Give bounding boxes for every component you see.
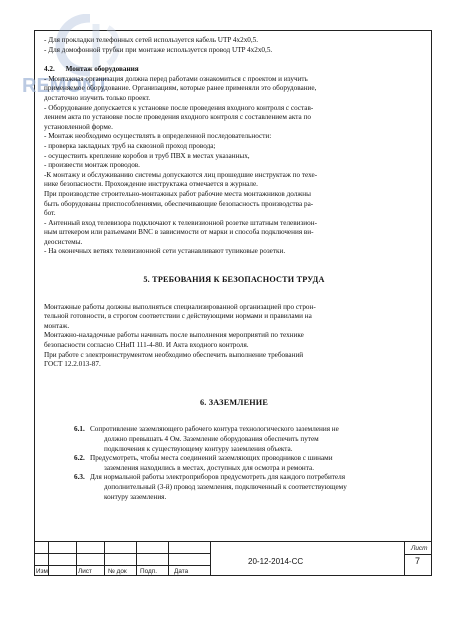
section6-item-line: должно превышать 4 Ом. Заземление оборудования обеспечить путем: [104, 435, 319, 443]
intro-line-1: - Для прокладки телефонных сетей используется кабель UTP 4х2х0,5.: [44, 36, 259, 44]
section6-item-line: заземления находились в местах, доступных для осмотра и ремонта.: [104, 463, 314, 472]
section6-item-line: Для нормальной работы электроприборов предусмотреть для каждого потребителя: [90, 473, 346, 482]
stamp-col-izm: Изм: [36, 568, 48, 575]
section5-line: Монтажно-наладочные работы начинать после выполнения мероприятий по технике: [44, 331, 304, 340]
section6-item: [44, 473, 424, 502]
section6-item-line: подключения к существующему контуру заземления объекта.: [104, 444, 293, 453]
section6-item: [44, 454, 424, 473]
section4-line: ным штекером или разъемами BNC в зависимости от марки и способа подключения ви-: [44, 228, 314, 237]
stamp-col-list: Лист: [78, 568, 92, 575]
section5-title: 5. ТРЕБОВАНИЯ К БЕЗОПАСНОСТИ ТРУДА: [143, 275, 325, 285]
sheet-label: Лист: [411, 545, 428, 552]
section6-item: [44, 425, 424, 454]
section6-item-number: 6.1.: [74, 425, 85, 434]
section4-line: - произвести монтаж проводов.: [44, 161, 140, 170]
section4-line: - Монтажная организация должна перед работами ознакомиться с проектом и изучить: [44, 74, 308, 83]
section4-line: применяемое оборудование. Организациям, которые ранее применяли это оборудование,: [44, 84, 317, 93]
stamp-col-date: Дата: [174, 568, 189, 575]
section4-number: 4.2.: [44, 65, 55, 74]
section5-line: монтаж.: [44, 321, 70, 330]
section4-heading: [44, 65, 424, 75]
stamp-col-sign: Подп.: [140, 568, 157, 575]
section5-line: ГОСТ 12.2.013-87.: [44, 360, 101, 369]
section4-line: - Антенный вход телевизора подключают к телевизионной розетке штатным телевизион-: [44, 218, 317, 227]
section4-line: лением акта по установке после проведения входного контроля с составлением акта по: [44, 113, 311, 122]
sheet-number: 7: [415, 556, 421, 566]
section6-item-number: 6.3.: [74, 473, 85, 482]
section6-title: 6. ЗАЗЕМЛЕНИЕ: [199, 397, 269, 407]
watermark-text: REMONT: [22, 75, 109, 97]
section4-line: достаточно изучить только проект.: [44, 93, 150, 102]
section4-line: бот.: [44, 209, 56, 218]
section4-line: быть оборудованы приспособлениями, обеспечивающие безопасность производства ра-: [44, 199, 314, 208]
section5-line: безопасности согласно СНиП 111-4-80. И Акта входного контроля.: [44, 341, 249, 350]
section4-title: Монтаж оборудования: [65, 65, 139, 74]
section5-line: При работе с электроинструментом необходимо обеспечить выполнение требований: [44, 350, 304, 359]
section4-line: - Монтаж необходимо осуществлять в определенной последовательности:: [44, 132, 272, 141]
section4-line: - проверка закладных труб на сквозной проход провода;: [44, 141, 216, 150]
intro-line-2: - Для домофонной трубки при монтаже используется провод UTP 4х2х0,5.: [44, 45, 273, 54]
section4-line: деосистемы.: [44, 237, 83, 246]
document-code: 20-12-2014-СС: [248, 557, 304, 566]
title-block-stamp: [34, 541, 432, 576]
section6-item-line: контуру заземления.: [104, 492, 167, 501]
section4-text: [44, 75, 424, 257]
section4-line: - На оконечных ветвях телевизионной сети устанавливают тупиковые розетки.: [44, 247, 286, 256]
section4-line: -К монтажу и обслуживанию системы допускаются лиц прошедшие инструктаж по техе-: [44, 170, 318, 179]
stamp-col-doc: № док: [108, 568, 127, 575]
section5-line: тельной готовности, в строгом соответствии с действующими нормами и правилами на: [44, 312, 312, 321]
section6-item-line: Предусмотреть, чтобы места соединений заземляющих проводников с шинами: [90, 454, 333, 463]
section4-line: установленной форме.: [44, 122, 113, 131]
section4-line: - Оборудование допускается к установке после проведения входного контроля с состав-: [44, 103, 314, 112]
section6-item-line: Сопротивление заземляющего рабочего контура технологического заземления не: [90, 425, 339, 434]
section6-item-line: дополнительный (3-й) провод заземления, подключенный к соответствующему: [104, 482, 347, 491]
section4-line: - осуществить крепление коробов и труб ПВХ в местах указанных,: [44, 151, 250, 160]
document-body: [44, 36, 424, 502]
section4-line: нике безопасности. Прохождение инструктажа отмечается в журнале.: [44, 180, 258, 189]
section5-line: Монтажные работы должны выполняться специализированной организацией про строн-: [44, 302, 316, 311]
section5-text: [44, 303, 424, 370]
section6-item-number: 6.2.: [74, 454, 85, 463]
section4-line: При производстве строительно-монтажных работ рабочие места монтажников должны: [44, 189, 311, 198]
